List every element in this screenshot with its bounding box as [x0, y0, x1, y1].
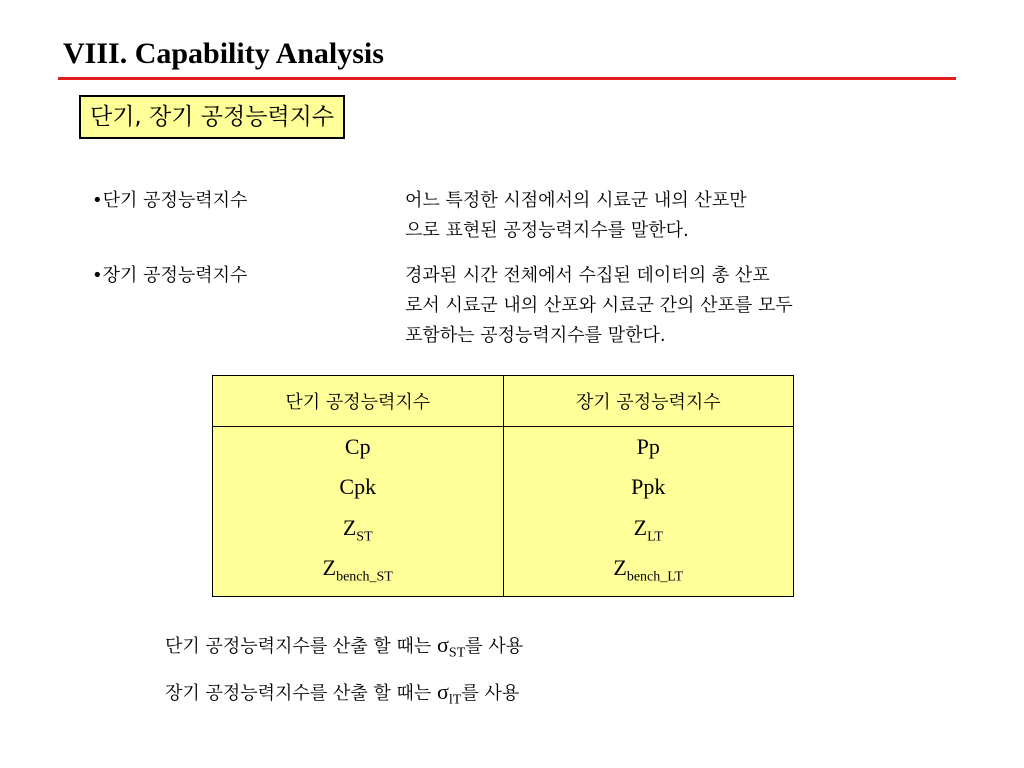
table-header-row	[213, 376, 794, 427]
table-row	[213, 427, 794, 597]
definition-line: 경과된 시간 전체에서 수집된 데이터의 총 산포	[405, 265, 770, 286]
note-text: 를 사용	[465, 636, 524, 657]
note-text: 를 사용	[461, 683, 520, 704]
definition-text	[405, 186, 965, 246]
index-item	[213, 512, 503, 552]
index-name: Z	[633, 514, 648, 540]
index-item	[504, 512, 794, 552]
index-item	[504, 552, 794, 592]
index-subscript: LT	[647, 528, 663, 544]
sigma-subscript: lT	[448, 692, 462, 708]
index-subscript: bench_LT	[626, 569, 684, 585]
definition-line: 로서 시료군 내의 산포와 시료군 간의 산포를 모두	[405, 295, 793, 316]
definition-term: •장기 공정능력지수	[92, 265, 248, 286]
index-name: Cpk	[339, 474, 377, 500]
index-item	[504, 471, 794, 511]
note-text: 장기 공정능력지수를 산출 할 때는	[165, 683, 438, 704]
index-name: Z	[322, 554, 337, 580]
sigma-subscript: ST	[448, 645, 466, 661]
index-name: Ppk	[631, 474, 666, 500]
index-item	[213, 552, 503, 592]
definition-text	[405, 261, 965, 351]
title-divider	[58, 77, 956, 80]
definition-term: •단기 공정능력지수	[92, 190, 248, 211]
index-name: Z	[342, 514, 357, 540]
long-term-index-cell	[503, 427, 794, 597]
index-item	[213, 471, 503, 511]
slide-title: VIII. Capability Analysis	[63, 37, 384, 70]
definition-line: 어느 특정한 시점에서의 시료군 내의 산포만	[405, 190, 747, 211]
index-item	[504, 431, 794, 471]
sigma-symbol: σ	[437, 632, 449, 657]
index-name: Cp	[344, 433, 371, 459]
table-header-long-term: 장기 공정능력지수	[503, 376, 794, 427]
definition-line: 으로 표현된 공정능력지수를 말한다.	[405, 220, 689, 241]
table-header-short-term: 단기 공정능력지수	[213, 376, 504, 427]
definition-line: 포함하는 공정능력지수를 말한다.	[405, 325, 666, 346]
short-term-index-cell	[213, 427, 504, 597]
index-name: Z	[613, 554, 627, 580]
sigma-note-short-term	[165, 630, 523, 669]
sigma-note-long-term	[165, 677, 519, 716]
capability-index-table	[212, 375, 794, 597]
section-label-box: 단기, 장기 공정능력지수	[79, 95, 345, 139]
index-subscript: ST	[356, 528, 373, 544]
note-text: 단기 공정능력지수를 산출 할 때는	[165, 636, 438, 657]
index-item	[213, 431, 503, 471]
index-subscript: bench_ST	[336, 569, 393, 585]
sigma-symbol: σ	[437, 679, 449, 704]
index-name: Pp	[636, 433, 660, 459]
